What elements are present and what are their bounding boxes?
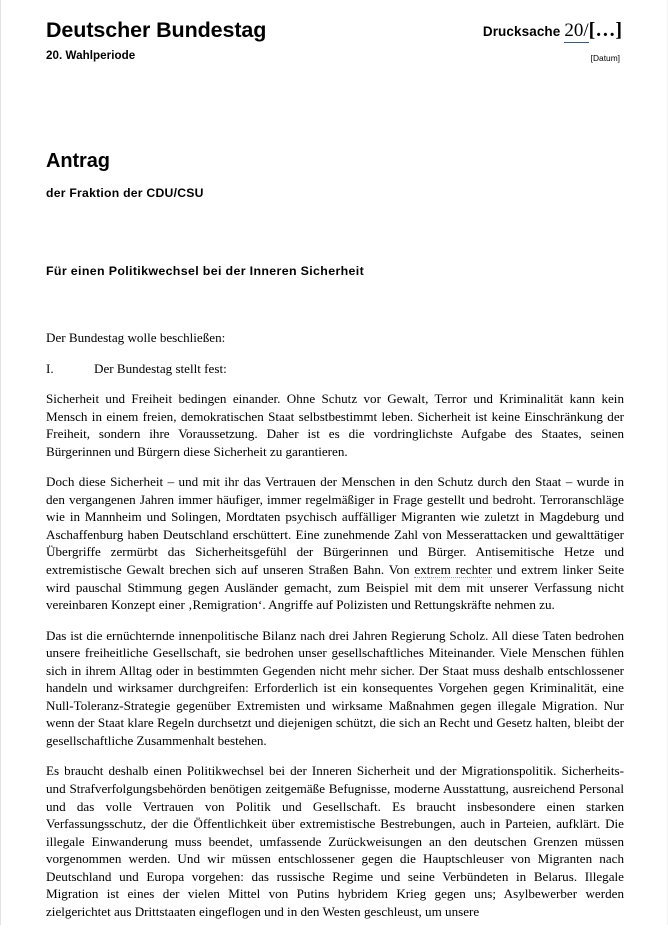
masthead-right-block [362,20,622,63]
body-paragraph-1: Sicherheit und Freiheit bedingen einander. Ohne Schutz vor Gewalt, Terror und Kriminalität kann kein Mensch in einem freien, demokratischen Staat selbstbestimmt leben. Sicherheit ist keine Einschränkung der Freiheit, sondern ihre Voraussetzung. Daher ist es die vordringlichste Aufgabe des Staates, seinen Bürgerinnen und Bürgern diese Sicherheit zu garantieren. [46,391,624,459]
document-type-heading: Antrag [46,150,110,172]
date-placeholder: [Datum] [590,53,620,63]
section-heading-item [46,360,624,378]
document-subject-heading: Für einen Politikwechsel bei der Inneren Sicherheit [46,264,365,278]
organization-title: Deutscher Bundestag [46,18,267,42]
body-paragraph-4: Es braucht deshalb einen Politikwechsel bei der Inneren Sicherheit und der Migrationspolitik. Sicherheits- und Strafverfolgungsbehörden benötigen zeitgemäße Befugnisse, moderne Ausstattung, ausreichend Personal und das volle Vertrauen von Politik und Gesellschaft. Es braucht insbesondere einen starken Verfassungsschutz, der die Öffentlichkeit über extremistische Bestrebungen, auch in Parteien, aufklärt. Die illegale Einwanderung muss beendet, umfassende Zurückweisungen an den deutschen Grenzen müssen vorgenommen werden. Und wir müssen entschlossener gegen die Hauptschleuser von Migranten nach Deutschland und Europa vorgehen: das russische Regime und seine Verbündeten in Belarus. Illegale Migration ist eines der vielen Mittel von Putins hybridem Krieg gegen uns; Asylbewerber werden zielgerichtet aus Drittstaaten eingeflogen und in den Westen geschleust, um unsere [46,763,624,919]
page-content-area [46,0,624,933]
document-masthead [46,0,624,78]
paragraph-2-text-before: Doch diese Sicherheit – und mit ihr das Vertrauen der Menschen in den Schutz durch den Staat – wurde in den vergangenen Jahren immer häufiger, immer regelmäßiger in Frage gestellt und bedroht. Terroranschläge wie in Mannheim und Solingen, Mordtaten psychisch auffälliger Migranten wie zuletzt in Magdeburg und Aschaffenburg haben Deutschland erschüttert. Eine zunehmende Zahl von Messerattacken und gewalttätiger Übergriffe zermürbt das Sicherheitsgefühl der Bürgerinnen und Bürger. Antisemitische Hetze und extremistische Gewalt brechen sich auf unseren Straßen Bahn. Von [46,474,624,578]
grammar-flagged-phrase[interactable]: extrem rechter [414,562,492,578]
paragraph-2-text-after: und extrem linker Seite wird pauschal Stimmung gegen Ausländer gemacht, zum Beispiel mit dem mit unserer Verfassung nicht vereinbaren Konzept einer ‚Remigration‘. Angriffe auf Polizisten und Rettungskräfte nehmen zu. [46,562,625,613]
body-paragraph-3: Das ist die ernüchternde innenpolitische Bilanz nach drei Jahren Regierung Scholz. All diese Taten bedrohen unsere freiheitliche Gesellschaft, sie bedrohen unser gesellschaftliches Miteinander. Viele Menschen fühlen sich in ihrem Alltag oder in bestimmten Gegenden nicht mehr sicher. Der Staat muss deshalb entschlossener handeln und wirksamer durchgreifen: Erforderlich ist ein konsequentes Vorgehen gegen Kriminalität, eine Null-Toleranz-Strategie gegenüber Extremisten und wirksame Maßnahmen gegen illegale Migration. Nur wenn der Staat klare Regeln durchsetzt und diejenigen schützt, die sich an Recht und Gesetz halten, bleibt der gesellschaftliche Zusammenhalt bestehen. [46,627,624,748]
masthead-left-block [46,18,406,62]
resolution-intro: Der Bundestag wolle beschließen: [46,330,226,345]
section-number: I. [46,360,54,376]
document-body [46,329,624,920]
drucksache-label: Drucksache [482,24,561,39]
section-heading-text: Der Bundestag stellt fest: [94,360,227,376]
electoral-term-label: 20. Wahlperiode [46,49,136,63]
drucksache-line [362,20,622,40]
drucksache-number-placeholder: […] [588,19,622,41]
body-paragraph-2 [46,473,624,613]
document-type-block [46,150,624,200]
drucksache-number: 20/ [564,20,589,41]
document-origin-label: der Fraktion der CDU/CSU [46,186,204,200]
